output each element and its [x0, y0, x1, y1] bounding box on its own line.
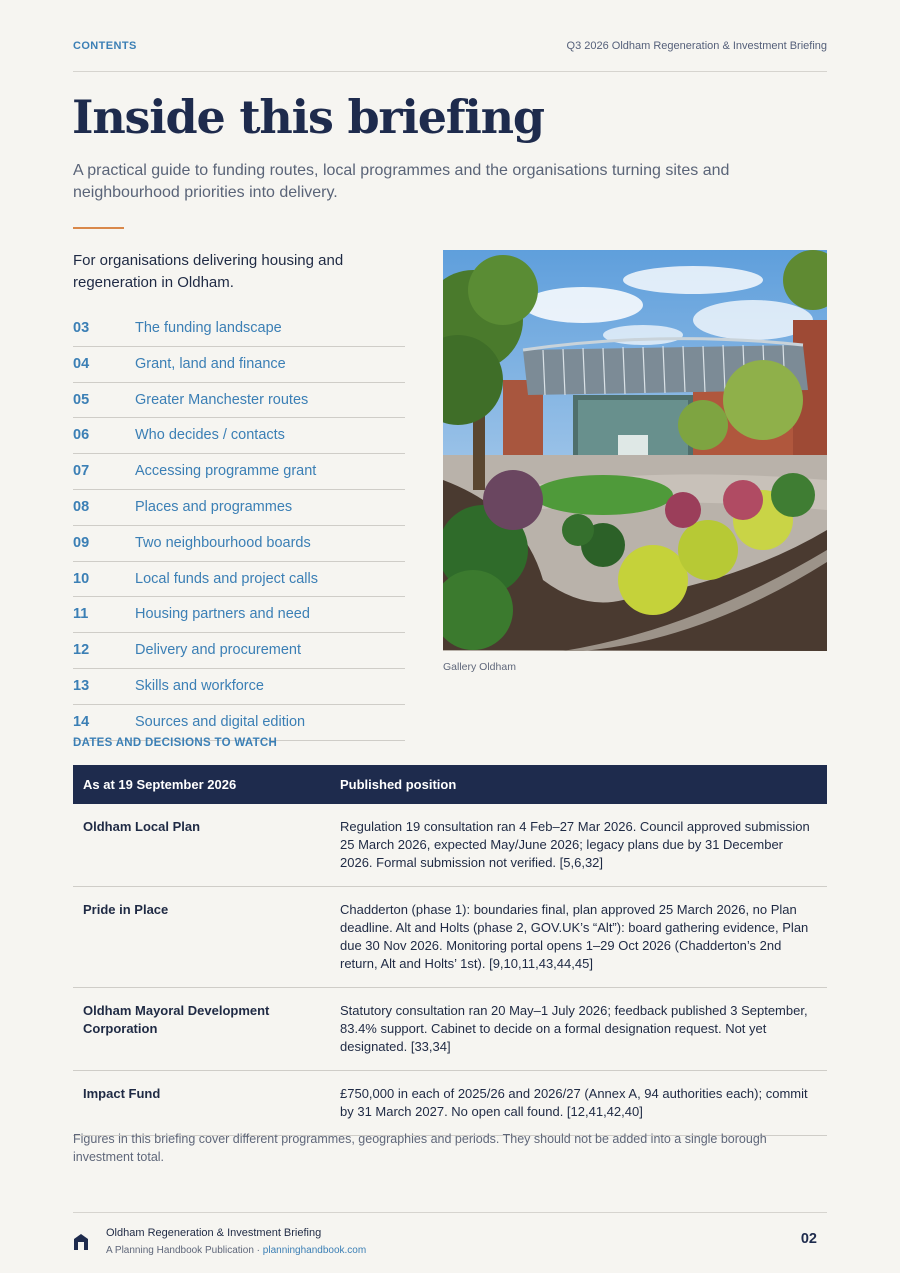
toc-item[interactable] — [73, 418, 405, 454]
accent-divider — [73, 227, 124, 229]
toc-item[interactable] — [73, 633, 405, 669]
toc-page-number: 12 — [73, 642, 90, 659]
toc-item-label: Sources and digital edition — [135, 713, 306, 730]
toc-item-label: The funding landscape — [135, 320, 282, 336]
toc-item[interactable] — [73, 597, 405, 633]
table-row — [73, 887, 827, 988]
row-item: Pride in Place — [73, 887, 330, 988]
publication-title: Q3 2026 Oldham Regeneration & Investment Briefing — [566, 40, 827, 52]
page-title: Inside this briefing — [72, 90, 544, 144]
audience-statement: For organisations delivering housing and regeneration in Oldham. — [73, 252, 344, 291]
toc-page-number: 09 — [73, 534, 90, 551]
table-row — [73, 988, 827, 1071]
column-header-as-at: As at 19 September 2026 — [73, 765, 330, 804]
row-position: Chadderton (phase 1): boundaries final, plan approved 25 March 2026, no Plan deadline. Alt and Holts (phase 2, GOV.UK’s “Alt”): board gathering evidence, Plan due 30 Nov 2026. Monitoring portal opens 1–29 Oct 2026 (Chadderton’s 2nd return, Alt and Holts’ 1st). [9,10,11,43,44,45] — [330, 887, 827, 988]
row-position: £750,000 in each of 2025/26 and 2026/27 (Annex A, 94 authorities each); commit by 31 March 2027. No open call found. [12,41,42,40] — [330, 1071, 827, 1136]
toc-item[interactable] — [73, 705, 405, 741]
toc-item[interactable] — [73, 490, 405, 526]
toc-item[interactable] — [73, 383, 405, 419]
toc-page-number: 13 — [73, 677, 90, 694]
toc-item[interactable] — [73, 562, 405, 598]
toc-item-label: Skills and workforce — [135, 677, 264, 694]
toc-item-label: Grant, land and finance — [135, 355, 286, 372]
table-row — [73, 804, 827, 887]
row-position: Statutory consultation ran 20 May–1 July 2026; feedback published 3 September, 83.4% support. Cabinet to decide on a formal designation request. Not yet designated. [33,34] — [330, 988, 827, 1071]
toc-page-number: 04 — [73, 355, 90, 372]
planning-handbook-logo-icon — [73, 1233, 89, 1251]
toc-item-label: Two neighbourhood boards — [135, 534, 311, 551]
toc-page-number: 14 — [73, 713, 90, 730]
dates-section-label: DATES AND DECISIONS TO WATCH — [73, 737, 278, 749]
row-item: Oldham Local Plan — [73, 804, 330, 887]
row-position: Regulation 19 consultation ran 4 Feb–27 Mar 2026. Council approved submission 25 March 2026, expected May/June 2026; legacy plans due by 31 December 2026. Formal submission not verified. [5,6,32] — [330, 804, 827, 887]
page-number: 02 — [800, 1231, 817, 1247]
footer-byline-text: A Planning Handbook Publication · — [106, 1245, 263, 1256]
toc-item[interactable] — [73, 311, 405, 347]
toc-page-number: 06 — [73, 427, 90, 444]
column-header-position: Published position — [330, 765, 827, 804]
footer-byline — [106, 1245, 366, 1256]
row-item: Oldham Mayoral Development Corporation — [73, 988, 330, 1071]
toc-page-number: 05 — [73, 391, 90, 408]
toc-item[interactable] — [73, 454, 405, 490]
table-row — [73, 1071, 827, 1136]
toc-item-label: Delivery and procurement — [135, 642, 302, 659]
table-header-row — [73, 765, 827, 804]
toc-item-label: Places and programmes — [135, 498, 293, 515]
toc-item-label: Housing partners and need — [135, 606, 310, 623]
page-header — [73, 38, 827, 72]
page-footer — [73, 1212, 827, 1263]
toc-item[interactable] — [73, 669, 405, 705]
table-of-contents — [73, 311, 405, 741]
footer-title: Oldham Regeneration & Investment Briefing — [106, 1227, 322, 1239]
toc-item-label: Accessing programme grant — [135, 463, 317, 480]
toc-page-number: 08 — [73, 498, 90, 515]
toc-page-number: 03 — [73, 320, 90, 336]
row-item: Impact Fund — [73, 1071, 330, 1136]
page-subtitle: A practical guide to funding routes, local programmes and the organisations turning sites and neighbourhood priorities into delivery. — [73, 162, 730, 201]
footer-website-link[interactable]: planninghandbook.com — [262, 1245, 367, 1256]
toc-item[interactable] — [73, 526, 405, 562]
toc-item-label: Who decides / contacts — [135, 427, 285, 444]
photo-caption: Gallery Oldham — [443, 661, 516, 673]
footnote: Figures in this briefing cover different programmes, geographies and periods. They should not be added into a single borough investment total. — [73, 1132, 767, 1164]
toc-item-label: Greater Manchester routes — [135, 391, 309, 408]
toc-item[interactable] — [73, 347, 405, 383]
gallery-oldham-photo — [443, 250, 827, 651]
toc-page-number: 07 — [73, 463, 90, 480]
toc-item-label: Local funds and project calls — [135, 570, 318, 587]
dates-decisions-table — [73, 765, 827, 1136]
section-label: CONTENTS — [73, 40, 137, 52]
toc-page-number: 10 — [73, 570, 90, 587]
toc-page-number: 11 — [73, 606, 89, 623]
